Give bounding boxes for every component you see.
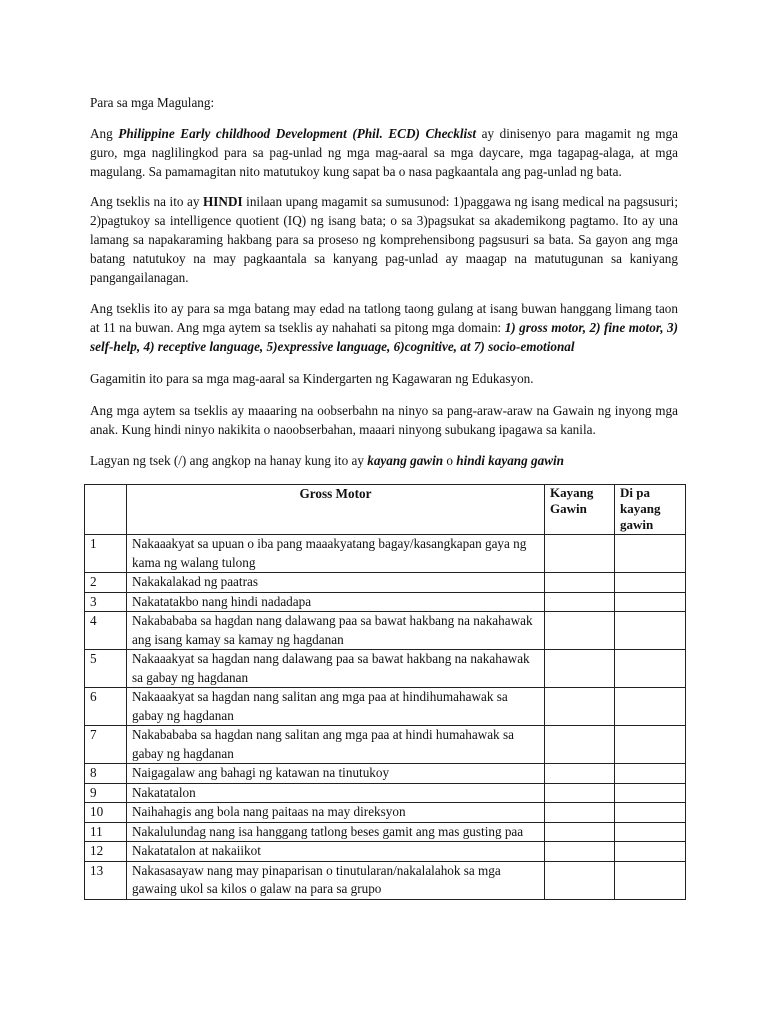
di-pa-kayang-gawin-checkbox-cell[interactable] — [615, 535, 686, 573]
kayang-gawin-checkbox-cell[interactable] — [545, 822, 615, 842]
paragraph-6: Lagyan ng tsek (/) ang angkop na hanay kung ito ay kayang gawin o hindi kayang gawin — [90, 453, 564, 468]
hindi-emphasis: HINDI — [203, 194, 243, 209]
option-hindi-kayang-gawin: hindi kayang gawin — [456, 453, 564, 468]
paragraph-4: Gagamitin ito para sa mga mag-aaral sa Kindergarten ng Kagawaran ng Edukasyon. — [90, 371, 534, 386]
item-text: Nakaaakyat sa hagdan nang salitan ang mga paa at hindihumahawak sa gabay ng hagdanan — [127, 688, 545, 726]
kayang-gawin-checkbox-cell[interactable] — [545, 573, 615, 593]
kayang-gawin-checkbox-cell[interactable] — [545, 688, 615, 726]
item-text: Nakabababa sa hagdan nang salitan ang mga paa at hindi humahawak sa gabay ng hagdanan — [127, 726, 545, 764]
paragraph-5: Ang mga aytem sa tseklis ay maaaring na oobserbahn na ninyo sa pang-araw-araw na Gawain ng inyong mga anak. Kung hindi ninyo nakikita o naoobserbahan, maaari ninyong subukang ipagawa sa kanila. — [90, 403, 678, 437]
greeting: Para sa mga Magulang: — [90, 95, 215, 110]
table-row: 2 Nakakalakad ng paatras — [85, 573, 686, 593]
number-header-cell — [85, 485, 127, 535]
paragraph-3: Ang tseklis ito ay para sa mga batang may edad na tatlong taong gulang at isang buwan hanggang limang taon at 11 na buwan. Ang mga aytem sa tseklis ay nahahati sa pitong mga domain: 1) gross motor, 2) fine motor, 3) self-help, 4) receptive language, 5)expressive language, 6)cognitive, at 7) socio-emotional — [90, 301, 678, 354]
di-pa-kayang-gawin-checkbox-cell[interactable] — [615, 842, 686, 862]
table-row: 12 Nakatatalon at nakaiikot — [85, 842, 686, 862]
di-pa-kayang-gawin-checkbox-cell[interactable] — [615, 803, 686, 823]
di-pa-kayang-gawin-checkbox-cell[interactable] — [615, 650, 686, 688]
di-pa-kayang-gawin-checkbox-cell[interactable] — [615, 764, 686, 784]
di-pa-kayang-gawin-checkbox-cell[interactable] — [615, 573, 686, 593]
item-text: Nakalulundag nang isa hanggang tatlong beses gamit ang mas gusting paa — [127, 822, 545, 842]
di-pa-kayang-gawin-checkbox-cell[interactable] — [615, 861, 686, 899]
kayang-gawin-checkbox-cell[interactable] — [545, 592, 615, 612]
table-row: 8 Naigagalaw ang bahagi ng katawan na tinutukoy — [85, 764, 686, 784]
table-row: 3 Nakatatakbo nang hindi nadadapa — [85, 592, 686, 612]
kayang-gawin-checkbox-cell[interactable] — [545, 764, 615, 784]
option-kayang-gawin: kayang gawin — [367, 453, 444, 468]
item-text: Nakaaakyat sa upuan o iba pang maaakyatang bagay/kasangkapan gaya ng kama ng walang tulong — [127, 535, 545, 573]
kayang-gawin-checkbox-cell[interactable] — [545, 612, 615, 650]
item-text: Naihahagis ang bola nang paitaas na may direksyon — [127, 803, 545, 823]
paragraph-1: Ang Philippine Early childhood Development (Phil. ECD) Checklist ay dinisenyo para magamit ng mga guro, mga naglilingkod para sa pag-unlad ng mga mag-aaral sa mga daycare, mga tagapag-alaga, at mga magulang. Sa pamamagitan nito matutukoy kung sapat ba o nasa pagkaantala ang pag-unlad ng bata. — [90, 126, 678, 179]
item-text: Naigagalaw ang bahagi ng katawan na tinutukoy — [127, 764, 545, 784]
di-pa-kayang-gawin-checkbox-cell[interactable] — [615, 822, 686, 842]
kayang-gawin-checkbox-cell[interactable] — [545, 842, 615, 862]
table-row: 1 Nakaaakyat sa upuan o iba pang maaakyatang bagay/kasangkapan gaya ng kama ng walang tulong — [85, 535, 686, 573]
item-text: Nakatatakbo nang hindi nadadapa — [127, 592, 545, 612]
domain-header: Gross Motor — [127, 485, 545, 535]
table-row: 4 Nakabababa sa hagdan nang dalawang paa sa bawat hakbang na nakahawak ang isang kamay sa kamay ng hagdanan — [85, 612, 686, 650]
table-row: 13 Nakasasayaw nang may pinaparisan o tinutularan/nakalalahok sa mga gawaing ukol sa kilos o galaw na para sa grupo — [85, 861, 686, 899]
item-text: Nakakalakad ng paatras — [127, 573, 545, 593]
table-row: 9 Nakatatalon — [85, 783, 686, 803]
kayang-gawin-checkbox-cell[interactable] — [545, 650, 615, 688]
table-header-row — [85, 485, 686, 535]
kayang-gawin-checkbox-cell[interactable] — [545, 861, 615, 899]
di-pa-kayang-gawin-checkbox-cell[interactable] — [615, 726, 686, 764]
kayang-gawin-checkbox-cell[interactable] — [545, 535, 615, 573]
di-pa-kayang-gawin-checkbox-cell[interactable] — [615, 612, 686, 650]
table-row: 6 Nakaaakyat sa hagdan nang salitan ang mga paa at hindihumahawak sa gabay ng hagdanan — [85, 688, 686, 726]
table-row: 11 Nakalulundag nang isa hanggang tatlong beses gamit ang mas gusting paa — [85, 822, 686, 842]
di-pa-kayang-gawin-checkbox-cell[interactable] — [615, 592, 686, 612]
checklist-title: Philippine Early childhood Development (Phil. ECD) Checklist — [118, 126, 477, 141]
item-text: Nakabababa sa hagdan nang dalawang paa sa bawat hakbang na nakahawak ang isang kamay sa kamay ng hagdanan — [127, 612, 545, 650]
item-text: Nakatatalon at nakaiikot — [127, 842, 545, 862]
item-text: Nakaaakyat sa hagdan nang dalawang paa sa bawat hakbang na nakahawak sa gabay ng hagdanan — [127, 650, 545, 688]
item-text: Nakasasayaw nang may pinaparisan o tinutularan/nakalalahok sa mga gawaing ukol sa kilos o galaw na para sa grupo — [127, 861, 545, 899]
table-row: 7 Nakabababa sa hagdan nang salitan ang mga paa at hindi humahawak sa gabay ng hagdanan — [85, 726, 686, 764]
di-pa-kayang-gawin-checkbox-cell[interactable] — [615, 688, 686, 726]
di-pa-kayang-gawin-checkbox-cell[interactable] — [615, 783, 686, 803]
paragraph-2: Ang tseklis na ito ay HINDI inilaan upang magamit sa sumusunod: 1)paggawa ng isang medical na pagsusuri; 2)pagtukoy sa intelligence quotient (IQ) ng isang bata; o sa 3)pagsukat sa akademikong pagtamo. Ito ay una lamang sa napakaraming hakbang para sa proseso ng komprehensibong pagsusuri sa bata. Sa gayon ang mga batang natutukoy na may pagkaantala sa kanyang pag-unlad ay maagap na matutugunan sa kaniyang pangangailanagan. — [90, 194, 679, 285]
kayang-gawin-checkbox-cell[interactable] — [545, 726, 615, 764]
table-row: 5 Nakaaakyat sa hagdan nang dalawang paa sa bawat hakbang na nakahawak sa gabay ng hagdanan — [85, 650, 686, 688]
kayang-gawin-checkbox-cell[interactable] — [545, 783, 615, 803]
item-text: Nakatatalon — [127, 783, 545, 803]
domain-list: 1) gross motor, 2) fine motor, 3) self-help, 4) receptive language, 5)expressive language, 6)cognitive, at 7) socio-emotional — [90, 320, 678, 354]
gross-motor-checklist-table — [84, 484, 686, 900]
kayang-gawin-checkbox-cell[interactable] — [545, 803, 615, 823]
di-pa-kayang-gawin-header: Di pa kayang gawin — [615, 485, 686, 535]
table-row: 10 Naihahagis ang bola nang paitaas na may direksyon — [85, 803, 686, 823]
kayang-gawin-header: Kayang Gawin — [545, 485, 615, 535]
